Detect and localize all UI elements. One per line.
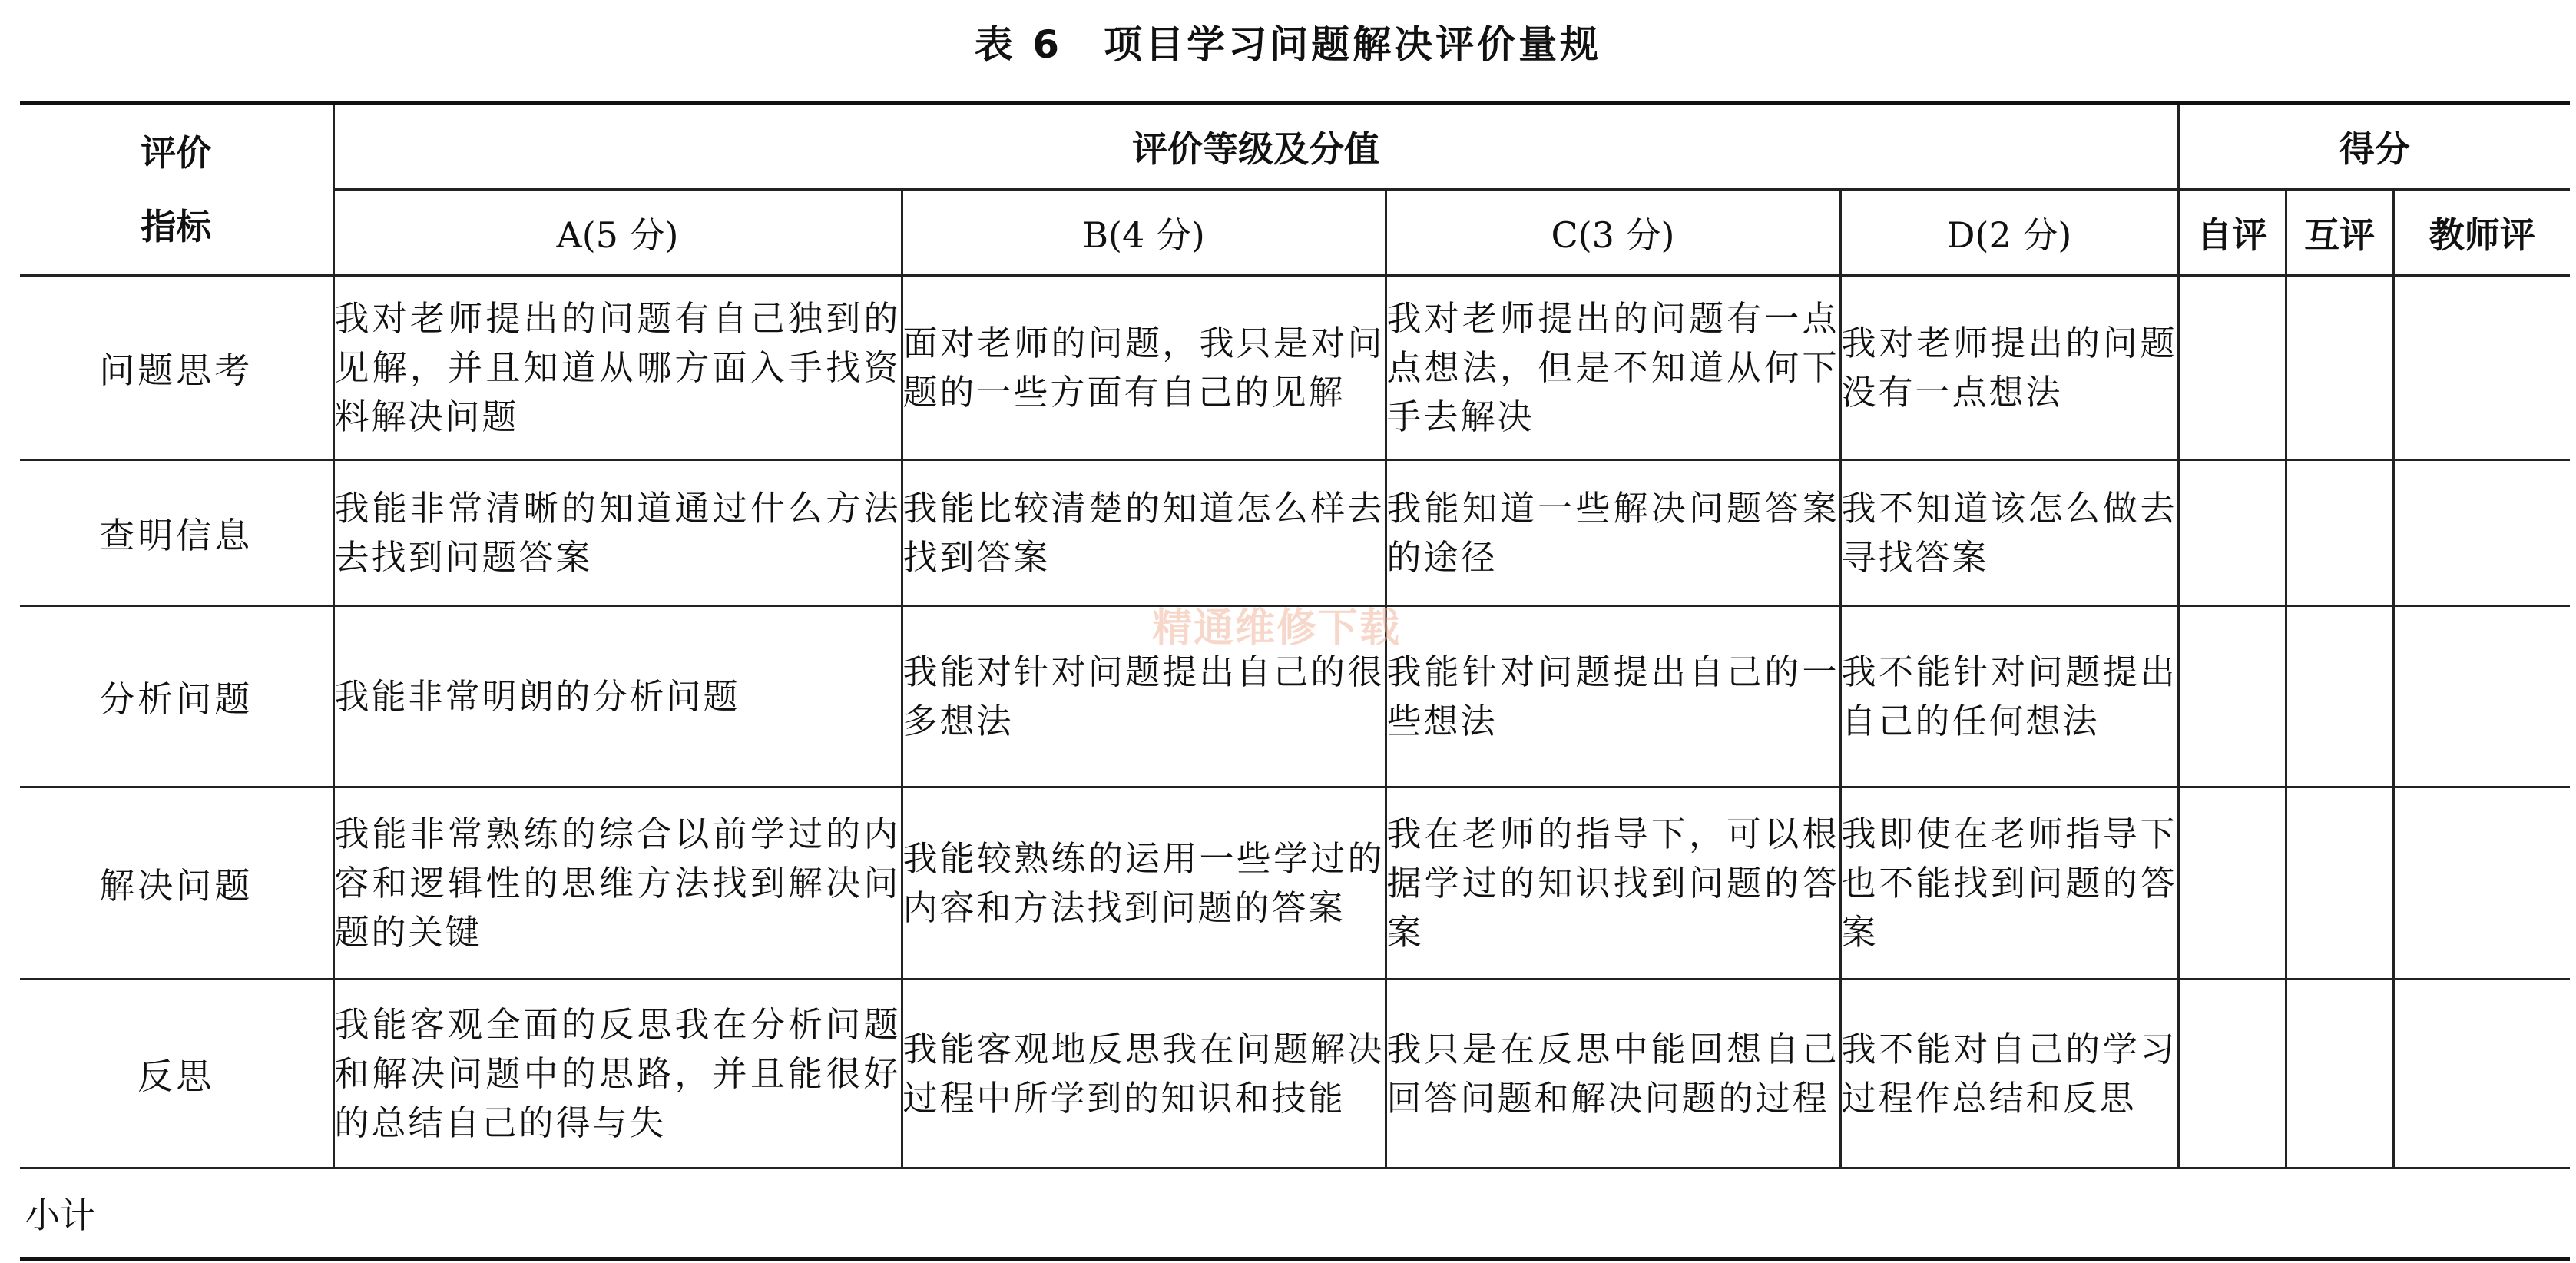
- grade-c-cell: 我能知道一些解决问题答案的途径: [1386, 460, 1840, 606]
- grade-d-cell: 我不能针对问题提出自己的任何想法: [1840, 606, 2178, 787]
- subtotal-label: 小计: [20, 1169, 2570, 1259]
- grade-a-cell: 我能非常清晰的知道通过什么方法去找到问题答案: [333, 460, 902, 606]
- grade-d-cell: 我不知道该怎么做去寻找答案: [1840, 460, 2178, 606]
- grade-b-cell: 我能客观地反思我在问题解决过程中所学到的知识和技能: [902, 980, 1386, 1169]
- teacher-score-header: 教师评: [2393, 190, 2570, 276]
- grade-c-cell: 我对老师提出的问题有一点点想法，但是不知道从何下手去解决: [1386, 276, 1840, 460]
- self-score-cell: [2178, 460, 2286, 606]
- grade-d-cell: 我不能对自己的学习过程作总结和反思: [1840, 980, 2178, 1169]
- teacher-score-cell: [2393, 606, 2570, 787]
- self-score-cell: [2178, 980, 2286, 1169]
- grade-group-header: 评价等级及分值: [333, 104, 2178, 190]
- grade-d-cell: 我即使在老师指导下也不能找到问题的答案: [1840, 787, 2178, 980]
- grade-a-cell: 我能客观全面的反思我在分析问题和解决问题中的思路，并且能很好的总结自己的得与失: [333, 980, 902, 1169]
- indicator-cell: 反思: [20, 980, 333, 1169]
- grade-b-cell: 我能对针对问题提出自己的很多想法: [902, 606, 1386, 787]
- peer-score-header: 互评: [2286, 190, 2393, 276]
- peer-score-cell: [2286, 980, 2393, 1169]
- peer-score-cell: [2286, 787, 2393, 980]
- grade-c-cell: 我在老师的指导下，可以根据学过的知识找到问题的答案: [1386, 787, 1840, 980]
- peer-score-cell: [2286, 276, 2393, 460]
- header-row-bottom: [20, 190, 2570, 276]
- table-row: [20, 787, 2570, 980]
- grade-a-header: A(5 分): [333, 190, 902, 276]
- subtotal-row: [20, 1169, 2570, 1259]
- grade-c-cell: 我能针对问题提出自己的一些想法: [1386, 606, 1840, 787]
- indicator-header-line2: 指标: [141, 206, 212, 247]
- teacher-score-cell: [2393, 980, 2570, 1169]
- grade-a-cell: 我对老师提出的问题有自己独到的见解，并且知道从哪方面入手找资料解决问题: [333, 276, 902, 460]
- grade-d-header: D(2 分): [1840, 190, 2178, 276]
- score-group-header: 得分: [2178, 104, 2570, 190]
- self-score-cell: [2178, 787, 2286, 980]
- grade-a-cell: 我能非常熟练的综合以前学过的内容和逻辑性的思维方法找到解决问题的关键: [333, 787, 902, 980]
- grade-b-cell: 我能比较清楚的知道怎么样去找到答案: [902, 460, 1386, 606]
- self-score-cell: [2178, 276, 2286, 460]
- grade-b-cell: 我能较熟练的运用一些学过的内容和方法找到问题的答案: [902, 787, 1386, 980]
- indicator-cell: 查明信息: [20, 460, 333, 606]
- self-score-cell: [2178, 606, 2286, 787]
- grade-d-cell: 我对老师提出的问题没有一点想法: [1840, 276, 2178, 460]
- grade-c-header: C(3 分): [1386, 190, 1840, 276]
- peer-score-cell: [2286, 460, 2393, 606]
- evaluation-rubric-table: [20, 101, 2570, 1261]
- indicator-cell: 分析问题: [20, 606, 333, 787]
- indicator-cell: 解决问题: [20, 787, 333, 980]
- teacher-score-cell: [2393, 460, 2570, 606]
- indicator-header: [20, 104, 333, 276]
- teacher-score-cell: [2393, 787, 2570, 980]
- teacher-score-cell: [2393, 276, 2570, 460]
- table-row: [20, 460, 2570, 606]
- grade-c-cell: 我只是在反思中能回想自己回答问题和解决问题的过程: [1386, 980, 1840, 1169]
- table-row: [20, 276, 2570, 460]
- indicator-cell: 问题思考: [20, 276, 333, 460]
- grade-a-cell: 我能非常明朗的分析问题: [333, 606, 902, 787]
- header-row-top: [20, 104, 2570, 190]
- peer-score-cell: [2286, 606, 2393, 787]
- grade-b-cell: 面对老师的问题，我只是对问题的一些方面有自己的见解: [902, 276, 1386, 460]
- grade-b-header: B(4 分): [902, 190, 1386, 276]
- indicator-header-line1: 评价: [141, 132, 212, 174]
- watermark-logo: 精通维修下载: [1152, 605, 1402, 651]
- self-score-header: 自评: [2178, 190, 2286, 276]
- table-title: 表 6 项目学习问题解决评价量规: [974, 22, 1602, 67]
- table-row: [20, 980, 2570, 1169]
- table-row: [20, 606, 2570, 787]
